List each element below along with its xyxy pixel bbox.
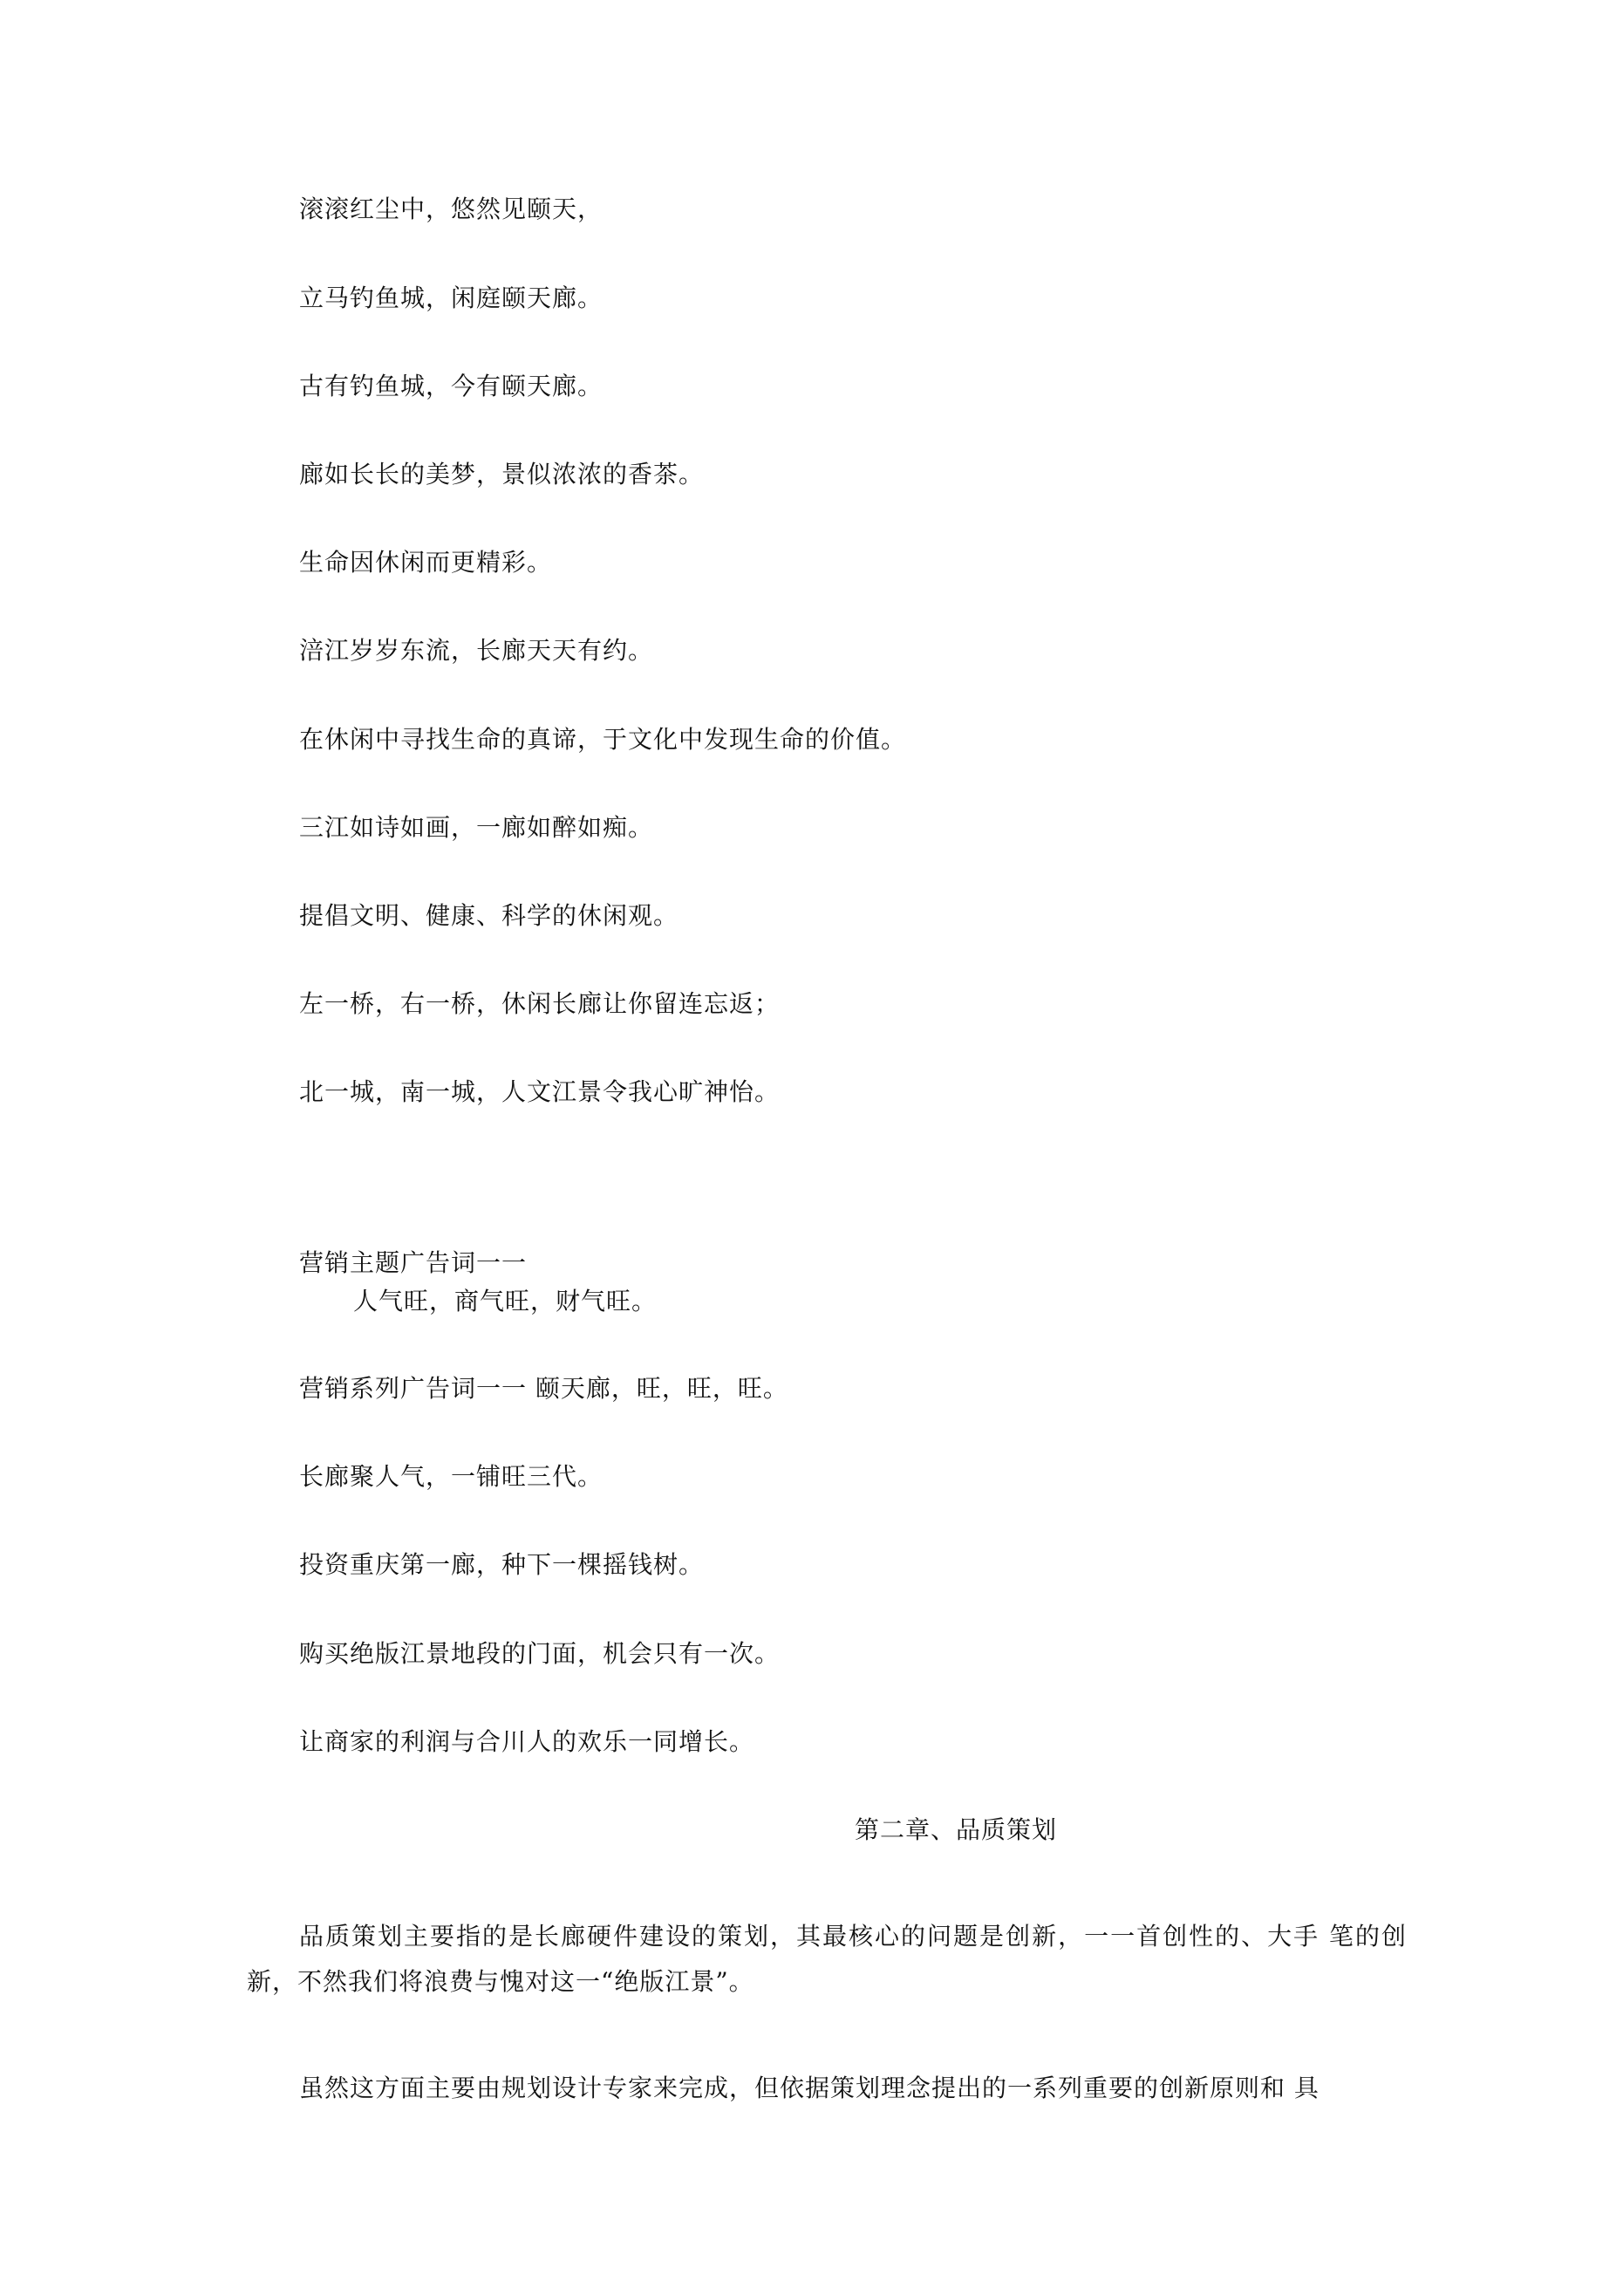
chapter-title: 第二章、品质策划 bbox=[855, 1815, 1058, 1844]
marketing-series-line: 购买绝版江景地段的门面，机会只有一次。 bbox=[299, 1639, 781, 1668]
slogan-line: 廊如长长的美梦，景似浓浓的香茶。 bbox=[299, 460, 705, 489]
marketing-theme-text: 人气旺，商气旺，财气旺。 bbox=[353, 1287, 658, 1315]
slogan-line: 左一桥，右一桥，休闲长廊让你留连忘返； bbox=[299, 989, 781, 1018]
marketing-series-label: 营销系列广告词一一 颐天廊，旺，旺，旺。 bbox=[299, 1374, 788, 1403]
marketing-series-line: 让商家的利润与合川人的欢乐一同增长。 bbox=[299, 1727, 755, 1756]
slogan-line: 三江如诗如画，一廊如醉如痴。 bbox=[299, 813, 654, 842]
slogan-line: 生命因休闲而更精彩。 bbox=[299, 548, 553, 577]
slogan-line: 北一城，南一城，人文江景令我心旷神怡。 bbox=[299, 1077, 781, 1106]
slogan-line: 在休闲中寻找生命的真谛，于文化中发现生命的价值。 bbox=[299, 725, 907, 754]
slogan-line: 滚滚红尘中，悠然见颐天， bbox=[299, 195, 604, 223]
marketing-series-line: 投资重庆第一廊，种下一棵摇钱树。 bbox=[299, 1550, 705, 1579]
body-paragraph: 品质策划主要指的是长廊硬件建设的策划，其最核心的问题是创新，一一首创性的、大手 笔的创新，不然我们将浪费与愧对这一“绝版江景”。 bbox=[247, 1922, 1407, 1996]
body-paragraph: 虽然这方面主要由规划设计专家来完成，但依据策划理念提出的一系列重要的创新原则和 具 bbox=[299, 2074, 1320, 2102]
slogan-line: 涪江岁岁东流，长廊天天有约。 bbox=[299, 636, 654, 665]
marketing-series-line: 长廊聚人气，一铺旺三代。 bbox=[299, 1462, 604, 1491]
slogan-line: 立马钓鱼城，闲庭颐天廊。 bbox=[299, 284, 604, 312]
slogan-line: 古有钓鱼城，今有颐天廊。 bbox=[299, 372, 604, 400]
slogan-line: 提倡文明、健康、科学的休闲观。 bbox=[299, 901, 679, 930]
marketing-theme-label: 营销主题广告词一一 bbox=[299, 1248, 528, 1277]
